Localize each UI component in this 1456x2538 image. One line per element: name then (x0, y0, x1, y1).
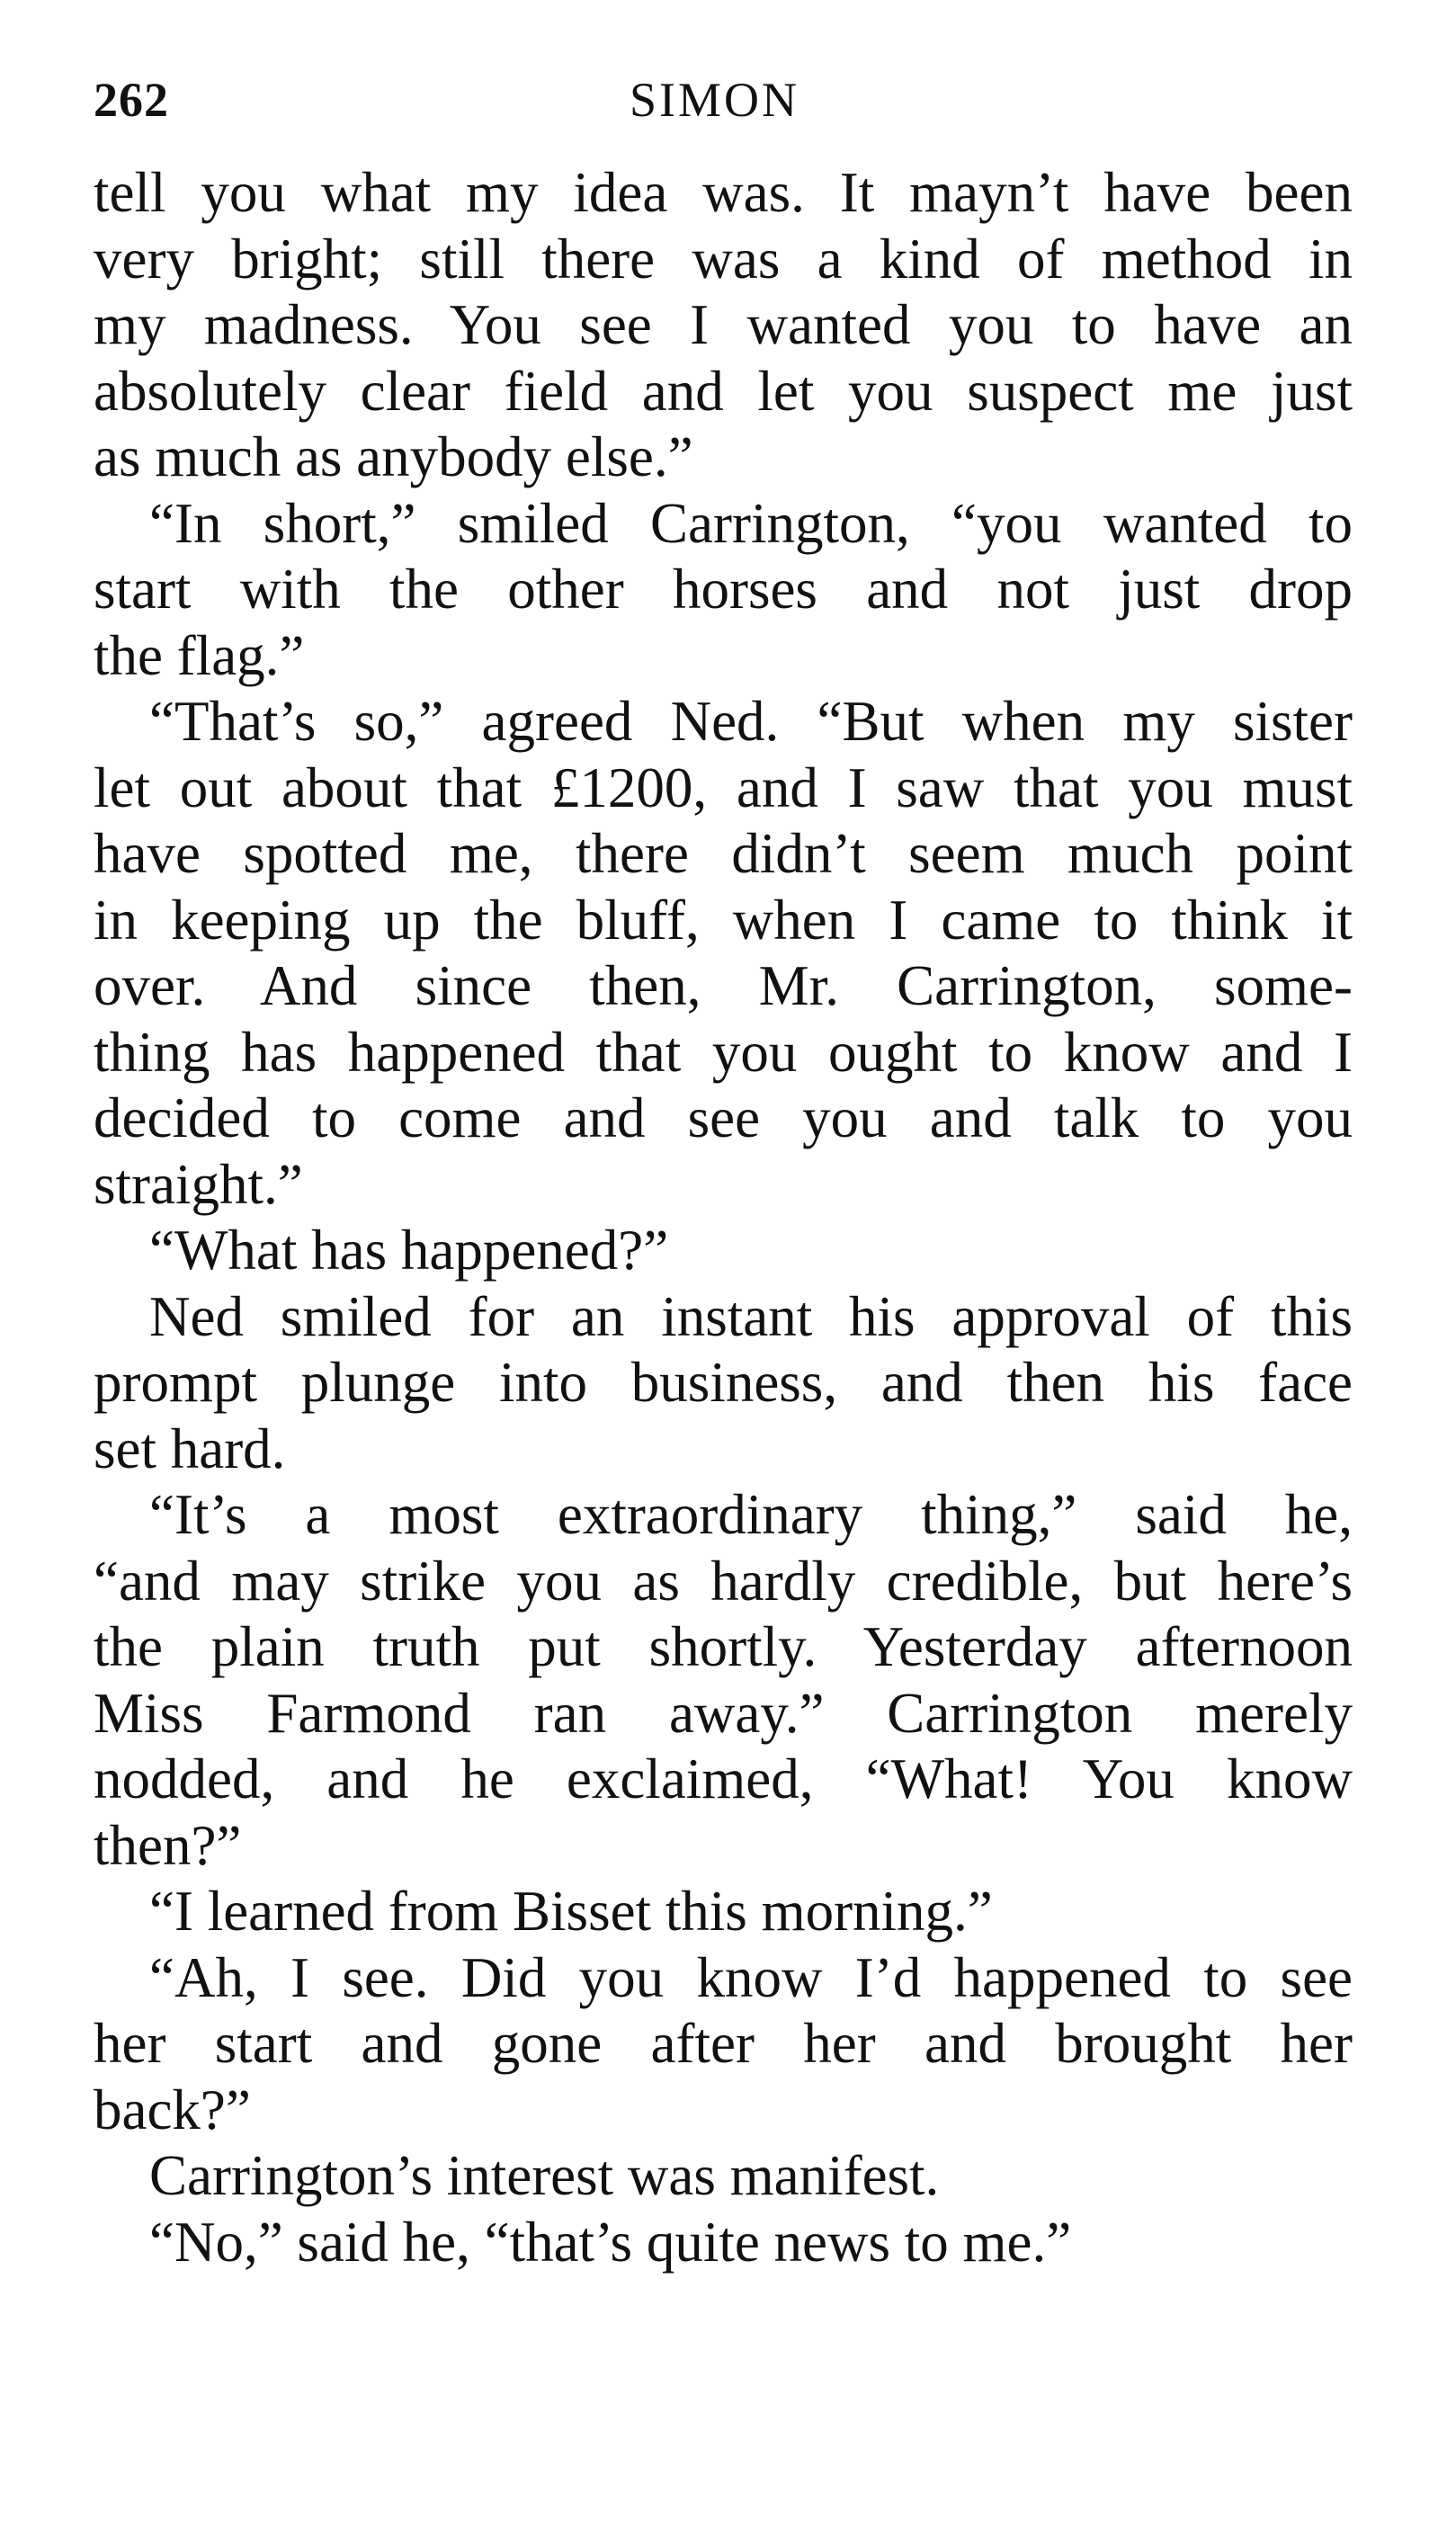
text-line: “It’s a most extraordinary thing,” said he, (149, 1483, 1353, 1546)
text-line: thing has happened that you ought to know and I (94, 1020, 1353, 1084)
text-line: “Ah, I see. Did you know I’d happened to see (149, 1945, 1353, 2009)
text-line: the flag.” (94, 623, 305, 687)
text-line: “and may strike you as hardly credible, but here’s (94, 1549, 1353, 1613)
text-line: let out about that £1200, and I saw that you must (94, 755, 1353, 819)
page-number: 262 (94, 73, 169, 127)
text-line: Miss Farmond ran away.” Carrington merely (94, 1681, 1353, 1745)
text-line: prompt plunge into business, and then his face (94, 1351, 1353, 1414)
text-line: “In short,” smiled Carrington, “you wanted to (149, 491, 1353, 555)
text-line: my madness. You see I wanted you to have an (94, 293, 1353, 356)
body-text (94, 160, 1353, 2275)
text-line: “What has happened?” (149, 1219, 669, 1282)
text-line: straight.” (94, 1152, 303, 1216)
text-line: as much as anybody else.” (94, 425, 693, 488)
text-line: absolutely clear field and let you suspect me just (94, 359, 1353, 423)
text-line: start with the other horses and not just drop (94, 558, 1353, 621)
text-line: her start and gone after her and brought her (94, 2012, 1353, 2075)
text-line: decided to come and see you and talk to you (94, 1086, 1353, 1149)
text-line: “That’s so,” agreed Ned. “But when my sister (149, 690, 1353, 753)
text-line: tell you what my idea was. It mayn’t have been (94, 161, 1353, 224)
text-line: very bright; still there was a kind of method in (94, 227, 1353, 290)
text-line: then?” (94, 1813, 242, 1877)
running-title: SIMON (630, 73, 800, 127)
text-line: Carrington’s interest was manifest. (149, 2144, 940, 2207)
text-line: in keeping up the bluff, when I came to think it (94, 888, 1353, 952)
text-line: “No,” said he, “that’s quite news to me.” (149, 2210, 1072, 2274)
text-line: over. And since then, Mr. Carrington, some- (94, 954, 1353, 1017)
text-line: “I learned from Bisset this morning.” (149, 1880, 993, 1943)
text-line: the plain truth put shortly. Yesterday afternoon (94, 1615, 1353, 1678)
text-line: set hard. (94, 1416, 286, 1480)
text-line: back?” (94, 2078, 251, 2141)
page-header (94, 72, 1353, 135)
text-line: have spotted me, there didn’t seem much point (94, 822, 1353, 885)
text-line: nodded, and he exclaimed, “What! You know (94, 1747, 1353, 1810)
text-line: Ned smiled for an instant his approval of this (149, 1284, 1353, 1348)
